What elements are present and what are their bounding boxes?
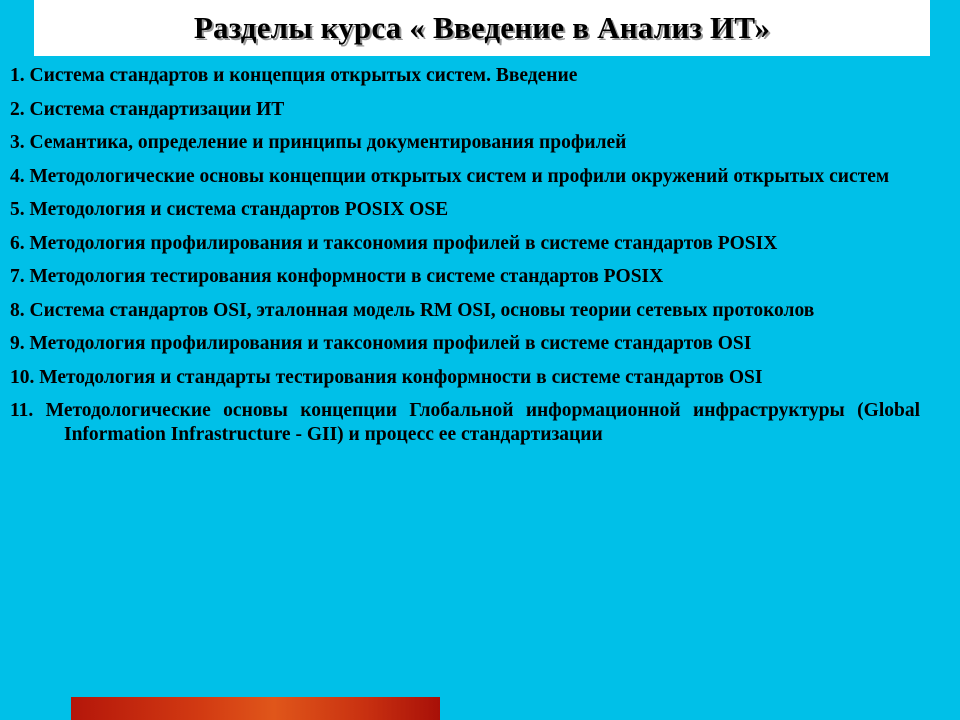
section-item-9: 9. Методология профилирования и таксономия профилей в системе стандартов OSI (10, 333, 752, 354)
section-item-6: 6. Методология профилирования и таксономия профилей в системе стандартов POSIX (10, 232, 778, 254)
section-item-5: 5. Методология и система стандартов POSIX OSE (10, 199, 449, 220)
title-box (34, 0, 930, 56)
section-item-3: 3. Семантика, определение и принципы документирования профилей (10, 132, 627, 153)
section-item-1: 1. Система стандартов и концепция открытых систем. Введение (10, 65, 578, 86)
course-sections-list (10, 64, 920, 456)
section-item-10: 10. Методология и стандарты тестирования конформности в системе стандартов OSI (10, 366, 763, 388)
bottom-decorative-bar (71, 697, 440, 720)
section-item-2: 2. Система стандартизации ИТ (10, 98, 285, 120)
section-item-11: 11. Методологические основы концепции Глобальной информационной инфраструктуры (Global Information Infrastructure - GII) и процесс ее стандартизации (10, 400, 920, 445)
section-item-7: 7. Методология тестирования конформности в системе стандартов POSIX (10, 266, 664, 287)
section-item-8: 8. Система стандартов OSI, эталонная модель RM OSI, основы теории сетевых протоколов (10, 299, 815, 321)
section-item-4: 4. Методологические основы концепции открытых систем и профили окружений открытых систем (10, 165, 890, 187)
slide-title: Разделы курса « Введение в Анализ ИТ» (193, 10, 771, 45)
